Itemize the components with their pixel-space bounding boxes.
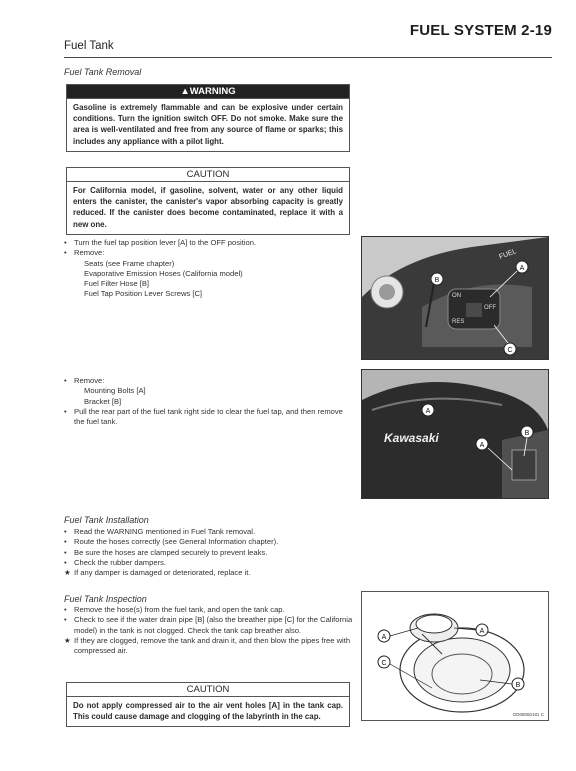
fuel-label: FUEL xyxy=(498,248,518,261)
sub-item: Seats (see Frame chapter) xyxy=(84,258,175,268)
list-item: • Route the hoses correctly (see General Information chapter). xyxy=(64,537,279,547)
callout-a xyxy=(476,624,488,636)
list-item: • Read the WARNING mentioned in Fuel Tank removal. xyxy=(64,527,256,536)
list-item: ★ If they are clogged, remove the tank and drain it, and then blow the pipes free with compressed air. xyxy=(64,635,351,656)
caution-text: For California model, if gasoline, solvent, water or any other liquid enters the canister, the canister's vapor absorbing capacity is greatly reduced. If the canister does become contaminated, replace it with a new one. xyxy=(73,186,343,229)
tap-label-off: OFF xyxy=(484,305,496,311)
list-item: • Check to see if the water drain pipe [B] (also the breather pipe [C] for the California model) in the tank is not clogged. Check the tank cap breather also. xyxy=(64,615,353,635)
callout-b xyxy=(431,273,443,285)
caution-box-air xyxy=(66,682,350,727)
tank-brand: Kawasaki xyxy=(384,431,439,445)
sub-item: Mounting Bolts [A] xyxy=(84,386,146,396)
removal-steps-1 xyxy=(64,238,354,300)
warning-label: WARNING xyxy=(189,86,236,97)
page-header: FUEL SYSTEM 2-19 xyxy=(409,22,552,39)
svg-text:A: A xyxy=(479,442,485,449)
removal-subheading: Fuel Tank Removal xyxy=(64,67,142,77)
sub-item: Fuel Tap Position Lever Screws [C] xyxy=(84,289,203,299)
tap-label-res: RES xyxy=(452,319,465,325)
installation-subheading: Fuel Tank Installation xyxy=(64,515,149,525)
installation-steps xyxy=(64,527,354,578)
section-title: Fuel Tank xyxy=(64,40,114,52)
list-item: ★ If any damper is damaged or deteriorated, replace it. xyxy=(64,568,251,578)
svg-text:B: B xyxy=(515,682,521,689)
list-item: • Pull the rear part of the fuel tank right side to clear the fuel tap, and then remove the fuel tank. xyxy=(64,406,343,427)
callout-a xyxy=(516,261,528,273)
warning-box xyxy=(66,84,350,152)
callout-c xyxy=(504,343,516,355)
inspection-subheading: Fuel Tank Inspection xyxy=(64,594,147,604)
caution-label: CAUTION xyxy=(67,168,349,182)
sub-item: Bracket [B] xyxy=(84,396,122,406)
svg-text:A: A xyxy=(381,634,387,641)
caution-text: Do not apply compressed air to the air vent holes [A] in the tank cap. This could cause damage and clogging of the labyrinth in the cap. xyxy=(73,701,343,722)
figure-fuel-tap xyxy=(361,236,549,360)
figure-code: GD08060181 C xyxy=(512,712,544,717)
svg-text:B: B xyxy=(434,277,440,284)
svg-text:C: C xyxy=(507,347,513,354)
sub-item: Fuel Filter Hose [B] xyxy=(84,279,149,289)
tap-label-on: ON xyxy=(452,293,461,299)
figure-tank-cap xyxy=(361,591,549,721)
list-item: • Be sure the hoses are clamped securely to prevent leaks. xyxy=(64,547,268,557)
svg-text:A: A xyxy=(519,265,525,272)
warning-triangle-icon: ▲ xyxy=(180,86,190,97)
figure-tank-mounting xyxy=(361,369,549,499)
callout-a xyxy=(476,438,488,450)
svg-text:C: C xyxy=(381,660,387,667)
callout-a xyxy=(378,630,390,642)
caution-label: CAUTION xyxy=(67,683,349,697)
svg-text:A: A xyxy=(479,628,485,635)
callout-b xyxy=(521,426,533,438)
svg-text:A: A xyxy=(425,408,431,415)
inspection-steps xyxy=(64,605,354,656)
svg-text:B: B xyxy=(524,430,530,437)
list-item: • Turn the fuel tap position lever [A] to the OFF position. xyxy=(64,238,257,247)
list-item: • Remove: Seats (see Frame chapter) Evaporative Emission Hoses (California model) Fuel Filter Hose [B] Fuel Tap Position Lever Screws [C] xyxy=(64,248,354,299)
sub-item: Evaporative Emission Hoses (California model) xyxy=(84,268,243,278)
list-item: • Remove: Mounting Bolts [A] Bracket [B] xyxy=(64,376,354,407)
caution-box-canister xyxy=(66,167,350,235)
header-rule xyxy=(64,57,552,58)
warning-text: Gasoline is extremely flammable and can be explosive under certain conditions. Turn the ignition switch OFF. Do not smoke. Make sure the area is well-ventilated and free from any source of flame or sparks; this includes any appliance with a pilot light. xyxy=(73,103,343,146)
callout-b xyxy=(512,678,524,690)
list-item: • Check the rubber dampers. xyxy=(64,557,167,567)
removal-steps-2 xyxy=(64,376,354,427)
list-item: • Remove the hose(s) from the fuel tank, and open the tank cap. xyxy=(64,605,285,614)
callout-a xyxy=(422,404,434,416)
callout-c xyxy=(378,656,390,668)
